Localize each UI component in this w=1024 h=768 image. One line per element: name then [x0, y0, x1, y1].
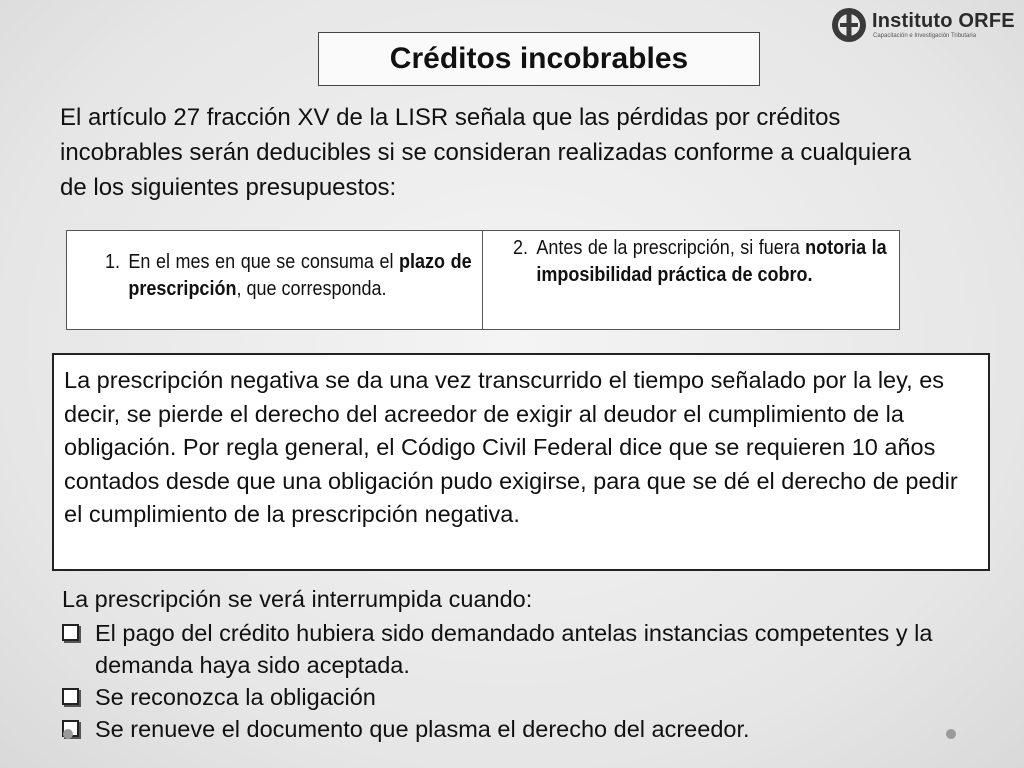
institute-logo: [830, 4, 1020, 46]
list-item-2: [513, 235, 887, 289]
item-number: 2.: [513, 237, 529, 259]
interruption-list: [62, 617, 962, 745]
table-cell-2: [483, 231, 899, 329]
intro-paragraph: El artículo 27 fracción XV de la LISR señala que las pérdidas por créditos incobrables serán deducibles si se consideran realizadas conforme a cualquiera de los siguientes presupuestos:: [60, 104, 912, 201]
list-item: [62, 713, 962, 745]
item-text: [128, 249, 471, 303]
checkbox-bullet-icon: [62, 624, 79, 641]
item-text-start: Antes de la prescripción, si fuera: [536, 237, 806, 259]
bullet-text: El pago del crédito hubiera sido demandado antelas instancias competentes y la demanda haya sido aceptada.: [95, 620, 933, 678]
item-text: [536, 235, 886, 289]
bullet-text: Se renueve el documento que plasma el derecho del acreedor.: [95, 716, 750, 742]
item-text-bold: notoria la imposibilidad práctica de cobro.: [536, 237, 887, 286]
prescription-box: La prescripción negativa se da una vez transcurrido el tiempo señalado por la ley, es decir, se pierde el derecho del acreedor de exigir al deudor el cumplimiento de la obligación. Por regla general, el Código Civil Federal dice que se requieren 10 años contados desde que una obligación pudo exigirse, para que se dé el derecho de pedir el cumplimiento de la prescripción negativa.: [52, 353, 990, 571]
list-item: [62, 617, 962, 681]
title-box: [318, 32, 760, 86]
logo-name: Instituto ORFE: [872, 10, 1015, 32]
table-cell-1: [67, 231, 483, 329]
bullet-text: Se reconozca la obligación: [95, 684, 376, 710]
decorative-dot-icon: [63, 729, 73, 739]
item-text-end: , que corresponda.: [236, 278, 387, 300]
logo-tagline: Capacitación e Investigación Tributaria: [873, 33, 977, 39]
institute-logo-icon: [830, 6, 868, 44]
item-text-start: En el mes en que se consuma el: [128, 251, 400, 273]
slide-title: Créditos incobrables: [389, 42, 689, 75]
item-number: 1.: [105, 251, 121, 273]
presupuestos-table: [66, 230, 900, 330]
list-item-1: [105, 249, 472, 303]
item-text-bold: plazo de prescripción: [128, 251, 472, 300]
checkbox-bullet-icon: [62, 688, 79, 705]
decorative-dot-icon: [946, 729, 956, 739]
list-item: [62, 681, 962, 713]
interruption-title: La prescripción se verá interrumpida cuando:: [62, 586, 533, 612]
